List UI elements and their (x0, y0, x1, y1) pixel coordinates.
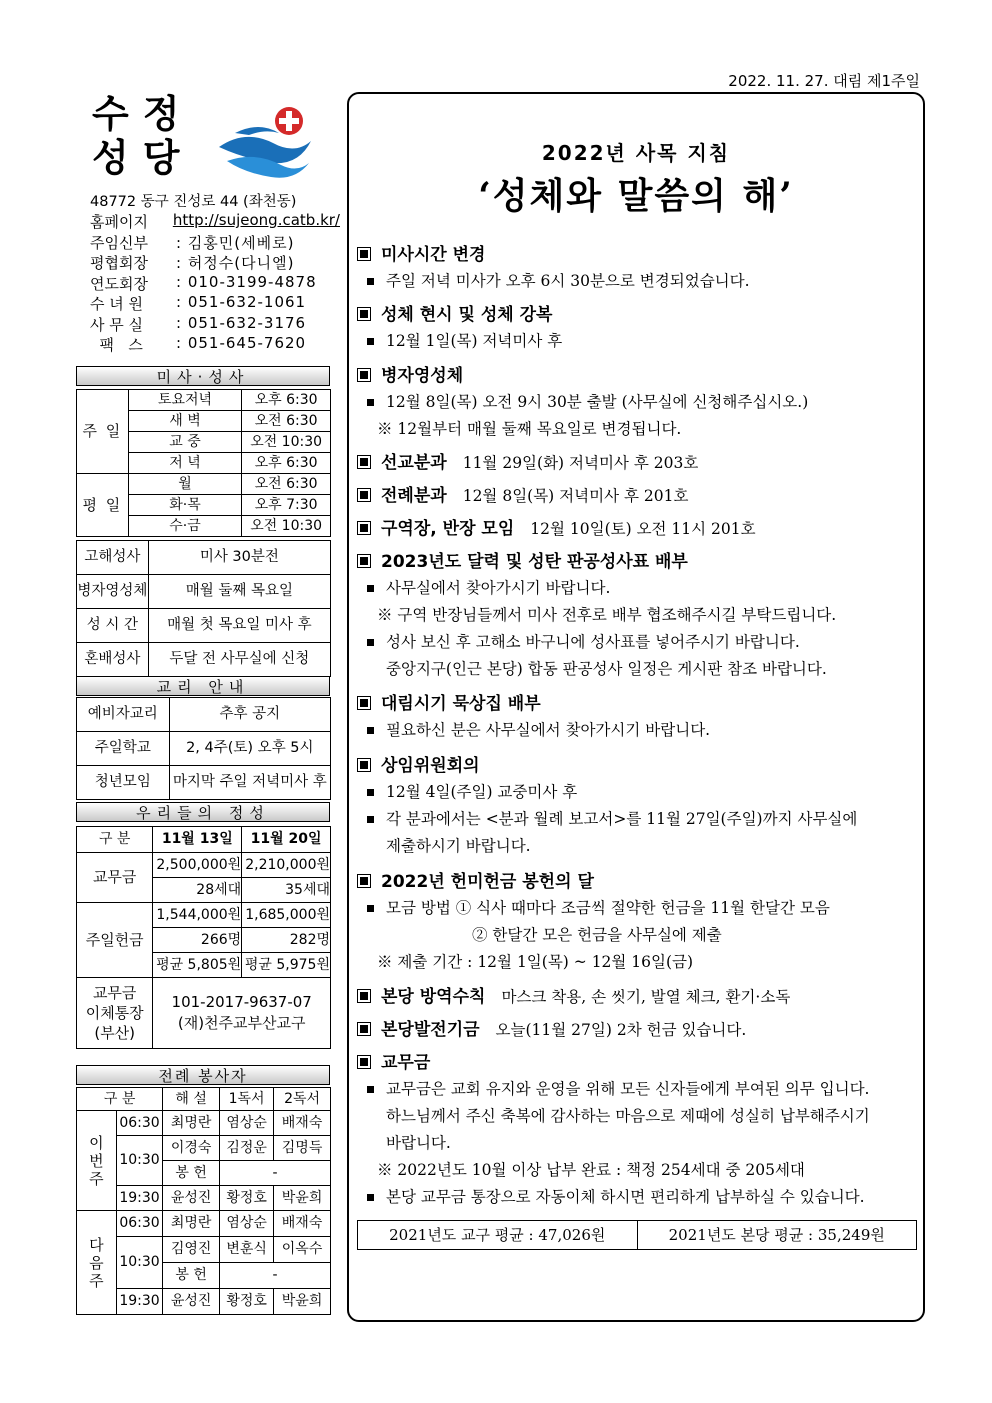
mass-day: 화·목 (128, 495, 241, 516)
info-row (90, 314, 340, 335)
notice-heading: 대림시기 묵상집 배부 (381, 694, 541, 714)
doctrine-table (76, 697, 331, 800)
bullet-icon (367, 789, 374, 796)
info-value: : 허정수(다니엘) (176, 254, 295, 272)
info-label: 평협회장 (90, 254, 148, 272)
notice-detail: 12월 8일(목) 저녁미사 후 201호 (462, 487, 689, 505)
mass-day: 새 벽 (128, 411, 241, 432)
parish-info (90, 211, 340, 355)
notice-heading: 미사시간 변경 (381, 245, 486, 265)
server-cell: 염상순 (220, 1211, 274, 1237)
notice-leaders-meeting (357, 516, 919, 542)
notice-heading: 상임위원회의 (381, 756, 480, 776)
sacrament-value: 미사 30분전 (148, 541, 330, 575)
bullet-icon (367, 639, 374, 646)
offering-cell: 2,210,000원 (242, 853, 331, 878)
server-cell: 김영진 (163, 1237, 220, 1263)
square-bullet-icon (357, 247, 371, 261)
server-cell: 황정호 (220, 1186, 274, 1211)
notice-heading: 성체 현시 및 성체 강복 (381, 305, 553, 325)
offering-cell: 1,544,000원 (153, 903, 242, 928)
bullet-icon (367, 585, 374, 592)
mass-day: 수·금 (128, 516, 241, 537)
notice-mission (357, 450, 919, 476)
server-cell: 황정호 (220, 1289, 274, 1315)
notice-line: ※ 제출 기간 : 12월 1일(목) ~ 12월 16일(금) (377, 953, 694, 971)
sacrament-label: 병자영성체 (77, 575, 149, 609)
bulletin-date: 2022. 11. 27. 대림 제1주일 (728, 72, 920, 90)
notice-detail: 12월 10일(토) 오전 11시 201호 (530, 520, 756, 538)
mass-time: 오전 6:30 (242, 411, 331, 432)
parish-name (92, 92, 193, 180)
notice-line: 바랍니다. (386, 1134, 451, 1152)
offering-cell: 1,685,000원 (242, 903, 331, 928)
offering-section-title: 우리들의 정성 (76, 802, 330, 822)
doctrine-value: 마지막 주일 저녁미사 후 (169, 766, 330, 800)
pastoral-title-big: ‘성체와 말씀의 해’ (478, 175, 794, 217)
offering-cell: 평균 5,975원 (242, 953, 331, 978)
bullet-icon (367, 816, 374, 823)
notice-calendar (357, 549, 919, 683)
info-label: 연도회장 (90, 274, 148, 293)
offering-table (76, 826, 331, 1049)
info-value: : 010-3199-4878 (176, 272, 317, 291)
server-cell: 박윤희 (274, 1186, 331, 1211)
notice-line: 12월 4일(주일) 교중미사 후 (386, 783, 578, 801)
mass-time: 오후 6:30 (242, 390, 331, 411)
notice-line: 하느님께서 주신 축복에 감사하는 마음으로 제때에 성실히 납부해주시기 (386, 1107, 870, 1125)
mass-time: 오전 10:30 (242, 432, 331, 453)
bullet-icon (367, 338, 374, 345)
tithe-averages-box (357, 1220, 917, 1250)
server-cell: 최명란 (163, 1211, 220, 1237)
square-bullet-icon (357, 368, 371, 382)
info-row (90, 232, 340, 253)
server-cell: 이경숙 (163, 1136, 220, 1161)
diocese-average: 2021년도 교구 평균 : 47,026원 (358, 1221, 638, 1249)
weekday-label: 평 일 (77, 474, 129, 537)
notice-line: 교무금은 교회 유지와 운영을 위해 모든 신자들에게 부여된 의무 입니다. (386, 1080, 870, 1098)
notice-tithe (357, 1050, 919, 1211)
sunday-label: 주 일 (77, 390, 129, 474)
notice-line: 본당 교무금 통장으로 자동이체 하시면 편리하게 납부하실 수 있습니다. (386, 1188, 865, 1206)
server-cell: 윤성진 (163, 1186, 220, 1211)
parish-logo-icon (215, 103, 315, 183)
mass-schedule-table (76, 389, 331, 537)
this-week-label: 이번주 (77, 1111, 117, 1211)
notice-heading: 2022년 헌미헌금 봉헌의 달 (381, 872, 594, 892)
sacrament-value: 매월 둘째 목요일 (148, 575, 330, 609)
server-cell: 최명란 (163, 1111, 220, 1136)
mass-section-title: 미사·성사 (76, 366, 330, 386)
notice-heading: 선교분과 (381, 453, 447, 473)
sacraments-table (76, 540, 331, 677)
notice-line: ※ 12월부터 매월 둘째 목요일로 변경됩니다. (377, 420, 682, 438)
square-bullet-icon (357, 1055, 371, 1069)
servers-head: 1독서 (220, 1088, 274, 1111)
notice-heading: 교무금 (381, 1053, 431, 1073)
account-label: 교무금 이체통장 (부산) (77, 978, 153, 1049)
doctrine-label: 주일학교 (77, 732, 170, 766)
homepage-link[interactable]: http://sujeong.catb.kr/ (172, 211, 340, 229)
sacrament-label: 고해성사 (77, 541, 149, 575)
square-bullet-icon (357, 989, 371, 1003)
account-name: (재)천주교부산교구 (177, 1014, 306, 1032)
server-cell: 이옥수 (274, 1237, 331, 1263)
bullet-icon (367, 727, 374, 734)
bullet-icon (367, 1086, 374, 1093)
notice-heading: 2023년도 달력 및 성탄 판공성사표 배부 (381, 552, 688, 572)
parish-address: 48772 동구 진성로 44 (좌천동) (90, 194, 297, 210)
notice-line: 주일 저녁 미사가 오후 6시 30분으로 변경되었습니다. (386, 272, 750, 290)
info-row (90, 293, 340, 314)
mass-day: 토요저녁 (128, 390, 241, 411)
parish-name-line2: 성당 (92, 135, 194, 180)
square-bullet-icon (357, 874, 371, 888)
doctrine-label: 청년모임 (77, 766, 170, 800)
offering-head: 11월 20일 (242, 827, 331, 853)
server-time: 10:30 (116, 1237, 162, 1289)
account-number: 101-2017-9637-07 (171, 993, 312, 1011)
offering-cell: 35세대 (242, 878, 331, 903)
notice-meditation-book (357, 691, 919, 744)
notice-heading: 병자영성체 (381, 366, 464, 386)
server-cell: 배재숙 (274, 1211, 331, 1237)
square-bullet-icon (357, 758, 371, 772)
info-label: 홈페이지 (90, 213, 148, 231)
notice-heading: 전례분과 (381, 486, 447, 506)
server-time: 06:30 (116, 1211, 162, 1237)
square-bullet-icon (357, 521, 371, 535)
info-label: 수 녀 원 (90, 295, 144, 313)
info-row (90, 273, 340, 294)
parish-name-line1: 수정 (92, 91, 194, 136)
pastoral-title-small: 2022년 사목 지침 (541, 141, 731, 165)
offering-head: 구 분 (77, 827, 153, 853)
bullet-icon (367, 1194, 374, 1201)
offering-cell: 266명 (153, 928, 242, 953)
bullet-icon (367, 278, 374, 285)
notice-line: 성사 보신 후 고해소 바구니에 성사표를 넣어주시기 바랍니다. (386, 633, 800, 651)
info-value: : 051-645-7620 (176, 334, 307, 352)
offering-cell: 2,500,000원 (153, 853, 242, 878)
notice-line: 사무실에서 찾아가시기 바랍니다. (386, 579, 611, 597)
sacrament-value: 두달 전 사무실에 신청 (148, 643, 330, 677)
notice-liturgy (357, 483, 919, 509)
offering-cell: 평균 5,805원 (153, 953, 242, 978)
info-value: : 김홍민(세베로) (176, 233, 295, 252)
notice-heading: 본당발전기금 (381, 1020, 480, 1040)
server-time: 10:30 (116, 1136, 162, 1186)
notice-offering-month (357, 869, 919, 976)
server-cell: - (220, 1161, 331, 1186)
square-bullet-icon (357, 307, 371, 321)
mass-time: 오후 6:30 (242, 453, 331, 474)
notice-sick-communion (357, 363, 919, 443)
notice-line: 각 분과에서는 <분과 월례 보고서>를 11월 27일(주일)까지 사무실에 (386, 810, 858, 828)
notice-line: ※ 구역 반장님들께서 미사 전후로 배부 협조해주시길 부탁드립니다. (377, 606, 837, 624)
mass-day: 월 (128, 474, 241, 495)
parish-average: 2021년도 본당 평균 : 35,249원 (668, 1226, 885, 1244)
server-cell: 봉 헌 (163, 1263, 220, 1289)
sacrament-label: 성 시 간 (77, 609, 149, 643)
notice-line: 12월 8일(목) 오전 9시 30분 출발 (사무실에 신청해주십시오.) (386, 393, 809, 411)
notice-line: 중앙지구(인근 본당) 합동 판공성사 일정은 게시판 참조 바랍니다. (386, 660, 827, 678)
servers-head: 구 분 (77, 1088, 163, 1111)
bullet-icon (367, 905, 374, 912)
mass-time: 오전 6:30 (242, 474, 331, 495)
info-row (90, 334, 340, 355)
server-cell: 염상순 (220, 1111, 274, 1136)
notice-detail: 11월 29일(화) 저녁미사 후 203호 (462, 454, 699, 472)
next-week-label: 다음주 (77, 1211, 117, 1315)
tithe-label: 교무금 (77, 853, 153, 903)
square-bullet-icon (357, 488, 371, 502)
notice-line: 12월 1일(목) 저녁미사 후 (386, 332, 563, 350)
offering-cell: 282명 (242, 928, 331, 953)
account-info (153, 978, 331, 1049)
mass-day: 교 중 (128, 432, 241, 453)
info-row-homepage (90, 211, 340, 232)
bullet-icon (367, 399, 374, 406)
doctrine-section-title: 교리 안내 (76, 676, 330, 696)
info-value: : 051-632-3176 (176, 313, 307, 332)
mass-time: 오후 7:30 (242, 495, 331, 516)
doctrine-value: 2, 4주(토) 오후 5시 (169, 732, 330, 766)
server-cell: 김정운 (220, 1136, 274, 1161)
server-time: 19:30 (116, 1186, 162, 1211)
notice-development-fund (357, 1017, 919, 1043)
offering-head: 11월 13일 (153, 827, 242, 853)
notice-heading: 구역장, 반장 모임 (381, 519, 515, 539)
notice-detail: 오늘(11월 27일) 2차 헌금 있습니다. (495, 1021, 747, 1039)
servers-section-title: 전례 봉사자 (76, 1065, 330, 1085)
info-label: 사 무 실 (90, 315, 144, 334)
sacrament-value: 매월 첫 목요일 미사 후 (148, 609, 330, 643)
server-cell: 봉 헌 (163, 1161, 220, 1186)
notice-line: 모금 방법 ① 식사 때마다 조금씩 절약한 헌금을 11월 한달간 모음 (386, 899, 830, 917)
notice-line: 필요하신 분은 사무실에서 찾아가시기 바랍니다. (386, 721, 711, 739)
notice-prevention (357, 984, 919, 1010)
offering-cell: 28세대 (153, 878, 242, 903)
server-cell: - (220, 1263, 331, 1289)
mass-day: 저 녁 (128, 453, 241, 474)
info-label: 팩 스 (90, 336, 143, 354)
doctrine-label: 예비자교리 (77, 698, 170, 732)
square-bullet-icon (357, 554, 371, 568)
notice-committee (357, 753, 919, 860)
notice-line: ※ 2022년도 10월 이상 납부 완료 : 책정 254세대 중 205세대 (377, 1161, 805, 1179)
notice-line: 제출하시기 바랍니다. (386, 837, 531, 855)
square-bullet-icon (357, 1022, 371, 1036)
info-label: 주임신부 (90, 233, 148, 252)
mass-time: 오전 10:30 (242, 516, 331, 537)
notice-line: ② 한달간 모은 헌금을 사무실에 제출 (472, 926, 722, 944)
server-cell: 박윤희 (274, 1289, 331, 1315)
servers-table (76, 1087, 331, 1315)
notice-mass-time (357, 242, 919, 295)
server-time: 19:30 (116, 1289, 162, 1315)
server-cell: 변훈식 (220, 1237, 274, 1263)
info-row (90, 252, 340, 273)
servers-head: 해 설 (163, 1088, 220, 1111)
notice-heading: 본당 방역수칙 (381, 987, 486, 1007)
sunday-offering-label: 주일헌금 (77, 903, 153, 978)
notice-adoration (357, 302, 919, 355)
server-cell: 윤성진 (163, 1289, 220, 1315)
square-bullet-icon (357, 696, 371, 710)
info-value: : 051-632-1061 (176, 293, 307, 311)
server-cell: 배재숙 (274, 1111, 331, 1136)
notice-detail: 마스크 착용, 손 씻기, 발열 체크, 환기·소독 (501, 988, 791, 1006)
sacrament-label: 혼배성사 (77, 643, 149, 677)
doctrine-value: 추후 공지 (169, 698, 330, 732)
servers-head: 2독서 (274, 1088, 331, 1111)
server-time: 06:30 (116, 1111, 162, 1136)
square-bullet-icon (357, 455, 371, 469)
server-cell: 김명득 (274, 1136, 331, 1161)
